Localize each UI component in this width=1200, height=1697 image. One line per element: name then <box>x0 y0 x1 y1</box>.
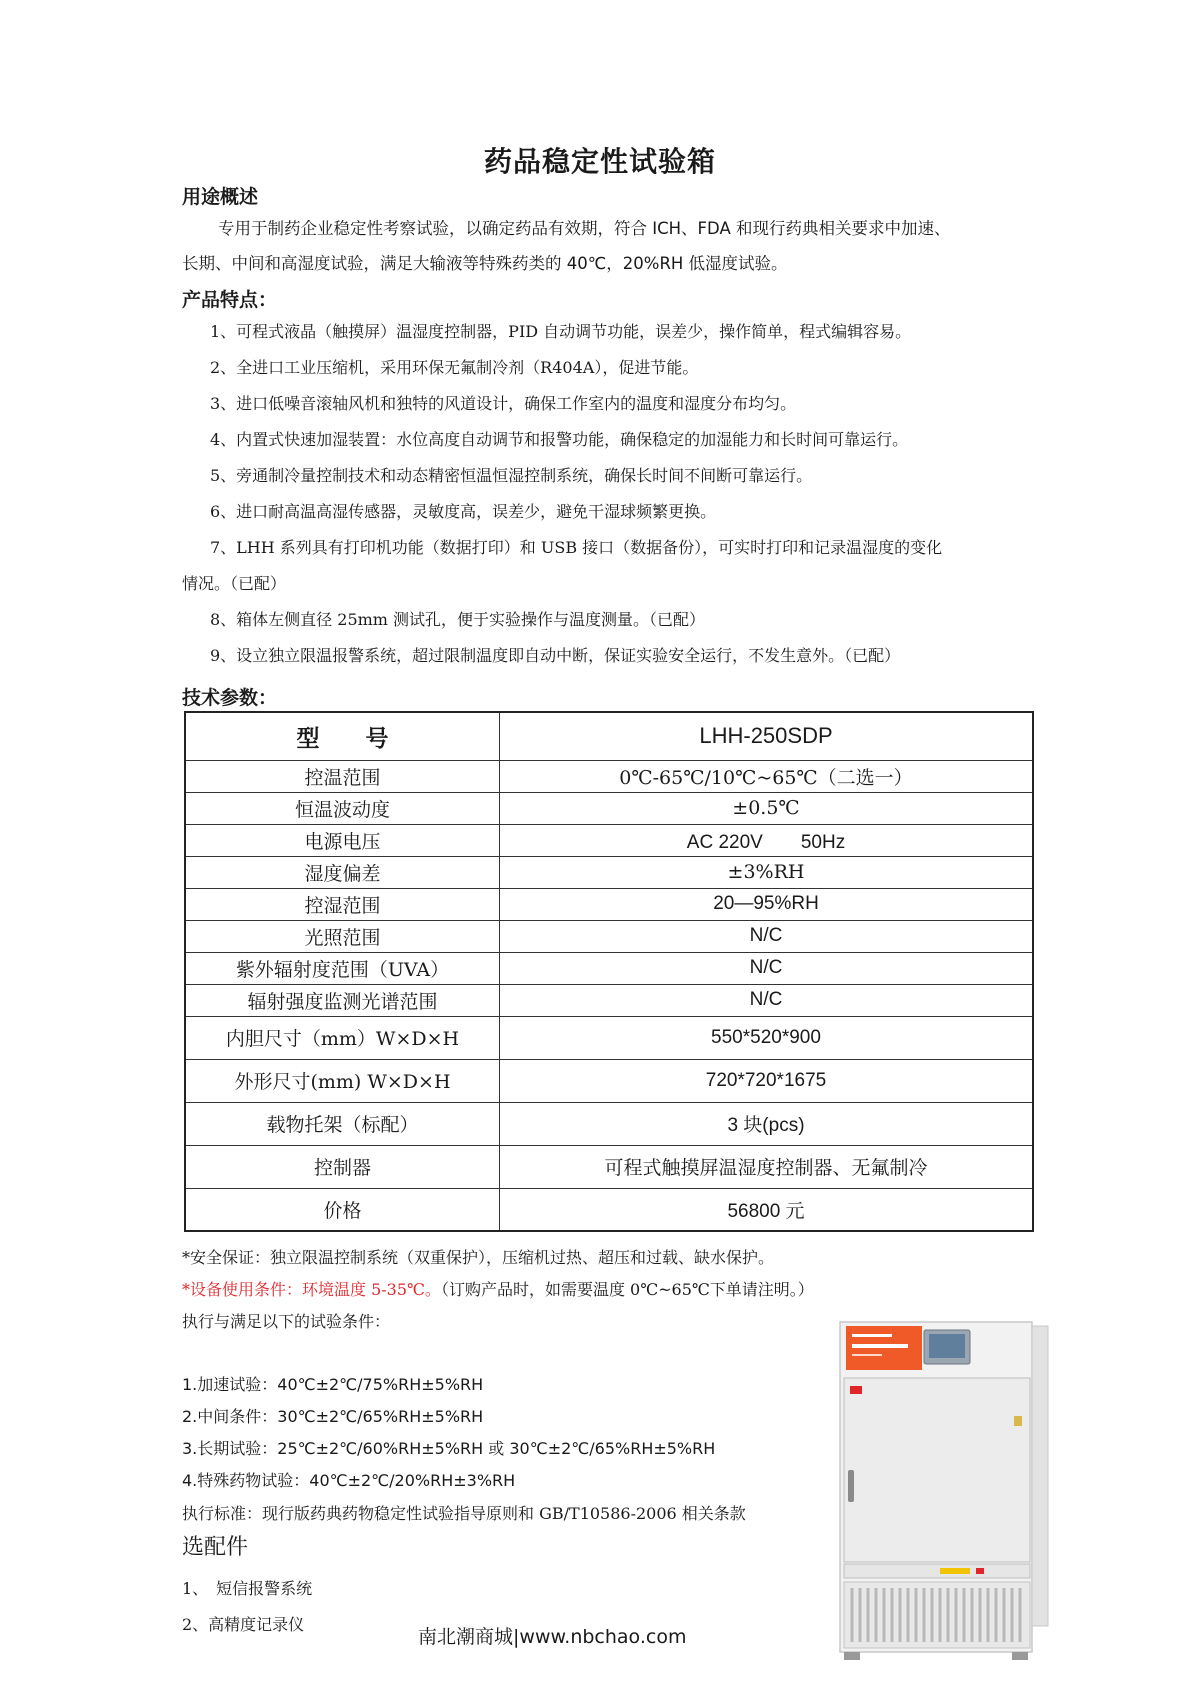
feature-item: 5、旁通制冷量控制技术和动态精密恒温恒湿控制系统，确保长时间不间断可靠运行。 <box>210 466 813 485</box>
usage-paragraph <box>182 211 1042 281</box>
environment-note <box>182 1277 814 1300</box>
table-row <box>185 792 1033 824</box>
option-item: 2、高精度记录仪 <box>182 1615 305 1634</box>
table-row <box>185 824 1033 856</box>
features-heading: 产品特点： <box>182 289 278 311</box>
conditions-intro: 执行与满足以下的试验条件： <box>182 1312 391 1331</box>
table-row <box>185 1188 1033 1231</box>
page-title: 药品稳定性试验箱 <box>483 145 716 178</box>
feature-item: 4、内置式快速加湿装置：水位高度自动调节和报警功能，确保稳定的加湿能力和长时间可靠运行。 <box>210 430 909 449</box>
safety-note: *安全保证：独立限温控制系统（双重保护），压缩机过热、超压和过载、缺水保护。 <box>182 1248 775 1267</box>
condition-item: 2.中间条件：30℃±2℃/65%RH±5%RH <box>182 1407 484 1426</box>
spec-value: 可程式触摸屏温湿度控制器、无氟制冷 <box>500 1145 1034 1188</box>
table-row <box>185 712 1033 760</box>
spec-value: 20—95%RH <box>500 888 1034 920</box>
usage-line-2: 长期、中间和高湿度试验，满足大输液等特殊药类的 40℃，20%RH 低湿度试验。 <box>182 254 788 273</box>
usage-heading: 用途概述 <box>182 186 259 208</box>
table-row <box>185 952 1033 984</box>
spec-value: ±0.5℃ <box>500 792 1034 824</box>
spec-value: N/C <box>500 984 1034 1016</box>
features-list <box>182 314 1042 674</box>
usage-line-1: 专用于制药企业稳定性考察试验，以确定药品有效期，符合 ICH、FDA 和现行药典相关要求中加速、 <box>218 219 951 238</box>
options-heading: 选配件 <box>182 1535 249 1560</box>
spec-value: 550*520*900 <box>500 1016 1034 1059</box>
table-row <box>185 1059 1033 1102</box>
table-row <box>185 1102 1033 1145</box>
model-value: LHH-250SDP <box>500 712 1034 760</box>
spec-value: 0℃-65℃/10℃~65℃（二选一） <box>500 760 1034 792</box>
spec-key: 外形尺寸(mm) W×D×H <box>185 1059 500 1102</box>
environment-note-red: *设备使用条件：环境温度 5-35℃。 <box>182 1280 441 1299</box>
spec-key: 载物托架（标配） <box>185 1102 500 1145</box>
spec-value: ±3%RH <box>500 856 1034 888</box>
table-row <box>185 888 1033 920</box>
spec-value: AC 220V 50Hz <box>500 824 1034 856</box>
table-row <box>185 984 1033 1016</box>
feature-item: 7、LHH 系列具有打印机功能（数据打印）和 USB 接口（数据备份），可实时打印和记录温湿度的变化 <box>210 538 943 557</box>
spec-key: 光照范围 <box>185 920 500 952</box>
spec-key: 电源电压 <box>185 824 500 856</box>
spec-key: 恒温波动度 <box>185 792 500 824</box>
spec-key: 内胆尺寸（mm）W×D×H <box>185 1016 500 1059</box>
footer-site: 南北潮商城|www.nbchao.com <box>418 1626 687 1648</box>
feature-item: 1、可程式液晶（触摸屏）温湿度控制器，PID 自动调节功能，误差少，操作简单，程式编辑容易。 <box>210 322 912 341</box>
standard-note: 执行标准：现行版药典药物稳定性试验指导原则和 GB/T10586-2006 相关条款 <box>182 1504 746 1523</box>
condition-item: 1.加速试验：40℃±2℃/75%RH±5%RH <box>182 1375 484 1394</box>
spec-key: 紫外辐射度范围（UVA） <box>185 952 500 984</box>
feature-item: 3、进口低噪音滚轴风机和独特的风道设计，确保工作室内的温度和湿度分布均匀。 <box>210 394 797 413</box>
table-row <box>185 1016 1033 1059</box>
model-label: 型 号 <box>185 712 500 760</box>
table-row <box>185 856 1033 888</box>
product-cabinet-image <box>836 1320 1054 1672</box>
table-row <box>185 1145 1033 1188</box>
spec-table <box>184 711 1034 1232</box>
spec-key: 湿度偏差 <box>185 856 500 888</box>
tech-heading: 技术参数： <box>182 687 278 709</box>
spec-key: 控湿范围 <box>185 888 500 920</box>
feature-item: 6、进口耐高温高湿传感器，灵敏度高，误差少，避免干湿球频繁更换。 <box>210 502 717 521</box>
condition-item: 3.长期试验：25℃±2℃/60%RH±5%RH 或 30℃±2℃/65%RH±5%RH <box>182 1439 716 1458</box>
spec-key: 控制器 <box>185 1145 500 1188</box>
spec-value: 56800 元 <box>500 1188 1034 1231</box>
spec-value: N/C <box>500 952 1034 984</box>
spec-value: 720*720*1675 <box>500 1059 1034 1102</box>
spec-key: 价格 <box>185 1188 500 1231</box>
spec-value: 3 块(pcs) <box>500 1102 1034 1145</box>
feature-item-continued: 情况。（已配） <box>182 574 287 593</box>
spec-key: 控温范围 <box>185 760 500 792</box>
environment-note-black: （订购产品时，如需要温度 0℃~65℃下单请注明。） <box>440 1280 814 1299</box>
table-row <box>185 760 1033 792</box>
feature-item: 9、设立独立限温报警系统，超过限制温度即自动中断，保证实验安全运行，不发生意外。（已配） <box>210 646 901 665</box>
spec-key: 辐射强度监测光谱范围 <box>185 984 500 1016</box>
table-row <box>185 920 1033 952</box>
condition-item: 4.特殊药物试验：40℃±2℃/20%RH±3%RH <box>182 1471 516 1490</box>
feature-item: 2、全进口工业压缩机，采用环保无氟制冷剂（R404A），促进节能。 <box>210 358 699 377</box>
option-item: 1、 短信报警系统 <box>182 1579 313 1598</box>
feature-item: 8、箱体左侧直径 25mm 测试孔，便于实验操作与温度测量。（已配） <box>210 610 706 629</box>
spec-value: N/C <box>500 920 1034 952</box>
